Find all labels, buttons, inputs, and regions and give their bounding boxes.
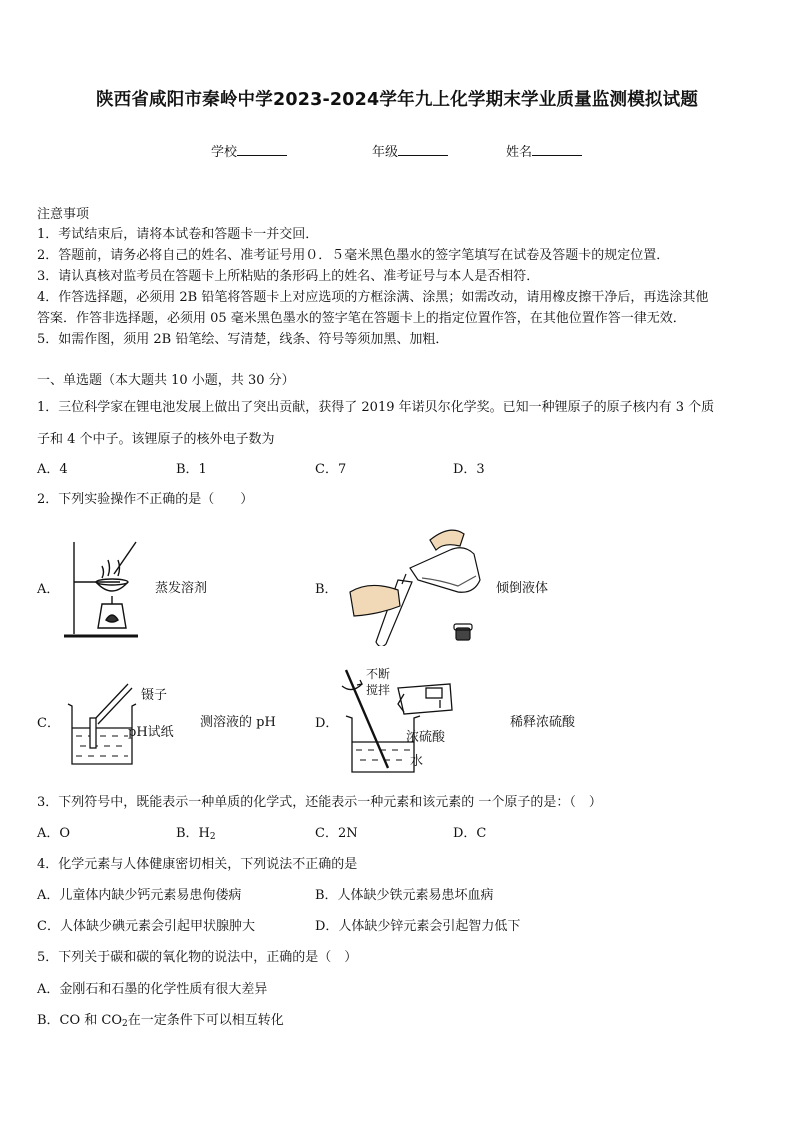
- dilute-acid-apparatus-icon: [340, 664, 456, 776]
- q5-option-b-text: B．CO 和 CO: [37, 1013, 123, 1028]
- q1-stem-line2: 子和 4 个中子。该锂原子的核外电子数为: [37, 432, 275, 447]
- notice-item: 5．如需作图，须用 2B 铅笔绘、写清楚，线条、符号等须加黑、加粗．: [37, 332, 449, 347]
- q1-option-b: B．1: [176, 462, 207, 477]
- water-label: 水: [410, 754, 424, 769]
- notice-item: 2．答题前，请务必将自己的姓名、准考证号用０．５毫米黑色墨水的签字笔填写在试卷及答题卡的规定位置．: [37, 248, 670, 263]
- notice-item: 3．请认真核对监考员在答题卡上所粘贴的条形码上的姓名、准考证号与本人是否相符．: [37, 269, 540, 284]
- grade-label: 年级: [372, 145, 399, 160]
- stir-label-1: 不断: [366, 667, 391, 681]
- q2-option-c-caption: 测溶液的 pH: [200, 715, 276, 730]
- q5-option-b-rest: 在一定条件下可以相互转化: [127, 1013, 284, 1028]
- name-label: 姓名: [506, 145, 533, 160]
- q2-option-a-letter: A．: [37, 582, 60, 597]
- q5-option-b: [37, 1009, 284, 1029]
- grade-field: [372, 141, 448, 160]
- notice-item: 答案．作答非选择题，必须用 05 毫米黑色墨水的签字笔在答题卡上的指定位置作答，在其他位置作答一律无效．: [37, 311, 686, 326]
- stir-label-2: 搅拌: [366, 683, 391, 697]
- name-blank: [532, 143, 582, 156]
- q4-option-a: A．儿童体内缺少钙元素易患佝偻病: [37, 888, 242, 903]
- notice-item: 4．作答选择题，必须用 2B 铅笔将答题卡上对应选项的方框涂满、涂黑；如需改动，请用橡皮擦干净后，再选涂其他: [37, 290, 709, 305]
- q1-option-c: C．7: [315, 462, 347, 477]
- q2-option-d-letter: D．: [315, 716, 339, 731]
- grade-blank: [398, 143, 448, 156]
- q2-stem: 2．下列实验操作不正确的是（ ）: [37, 492, 254, 507]
- q4-option-c: C．人体缺少碘元素会引起甲状腺肿大: [37, 919, 255, 934]
- section-heading: 一、单选题（本大题共 10 小题，共 30 分）: [37, 373, 295, 388]
- evaporation-apparatus-icon: [62, 538, 144, 642]
- school-label: 学校: [211, 145, 238, 160]
- q2-option-b-letter: B．: [315, 582, 338, 597]
- acid-label: 浓硫酸: [406, 730, 446, 745]
- q2-option-a-caption: 蒸发溶剂: [155, 581, 208, 596]
- school-blank: [237, 143, 287, 156]
- q3-option-b: [176, 822, 216, 842]
- q3-option-c: C．2N: [315, 826, 358, 841]
- q4-stem: 4．化学元素与人体健康密切相关，下列说法不正确的是: [37, 857, 358, 872]
- q1-option-d: D．3: [453, 462, 485, 477]
- q3-option-b-text: B．H: [176, 826, 210, 841]
- q3-option-a: A．O: [37, 826, 71, 841]
- q4-option-d: D．人体缺少锌元素会引起智力低下: [315, 919, 521, 934]
- notice-heading: 注意事项: [37, 207, 90, 222]
- q5-option-b-sub: 2: [122, 1019, 128, 1029]
- q5-stem: 5．下列关于碳和碳的氧化物的说法中，正确的是（ ）: [37, 950, 358, 965]
- q3-option-b-sub: 2: [209, 832, 216, 842]
- q3-option-d: D．C: [453, 826, 487, 841]
- q1-option-a: A．4: [37, 462, 68, 477]
- tweezers-label: 镊子: [141, 688, 168, 703]
- q2-option-b-caption: 倾倒液体: [496, 581, 549, 596]
- page-title: 陕西省咸阳市秦岭中学2023-2024学年九上化学期末学业质量监测模拟试题: [95, 90, 699, 110]
- q3-stem: 3．下列符号中，既能表示一种单质的化学式，还能表示一种元素和该元素的 一个原子的是：（ ）: [37, 795, 602, 810]
- q1-stem-line1: 1．三位科学家在锂电池发展上做出了突出贡献，获得了 2019 年诺贝尔化学奖。已知一种锂原子的原子核内有 3 个质: [37, 400, 715, 415]
- q5-option-a: A．金刚石和石墨的化学性质有很大差异: [37, 982, 268, 997]
- q4-option-b: B．人体缺少铁元素易患坏血病: [315, 888, 494, 903]
- q2-option-c-letter: C．: [37, 716, 60, 731]
- ph-paper-label: pH试纸: [128, 725, 174, 740]
- name-field: [506, 141, 582, 160]
- school-field: [211, 141, 287, 160]
- q2-option-d-caption: 稀释浓硫酸: [510, 715, 576, 730]
- ph-test-beaker-icon: [62, 676, 138, 768]
- notice-item: 1．考试结束后，请将本试卷和答题卡一并交回．: [37, 227, 319, 242]
- pouring-liquid-icon: [340, 520, 490, 646]
